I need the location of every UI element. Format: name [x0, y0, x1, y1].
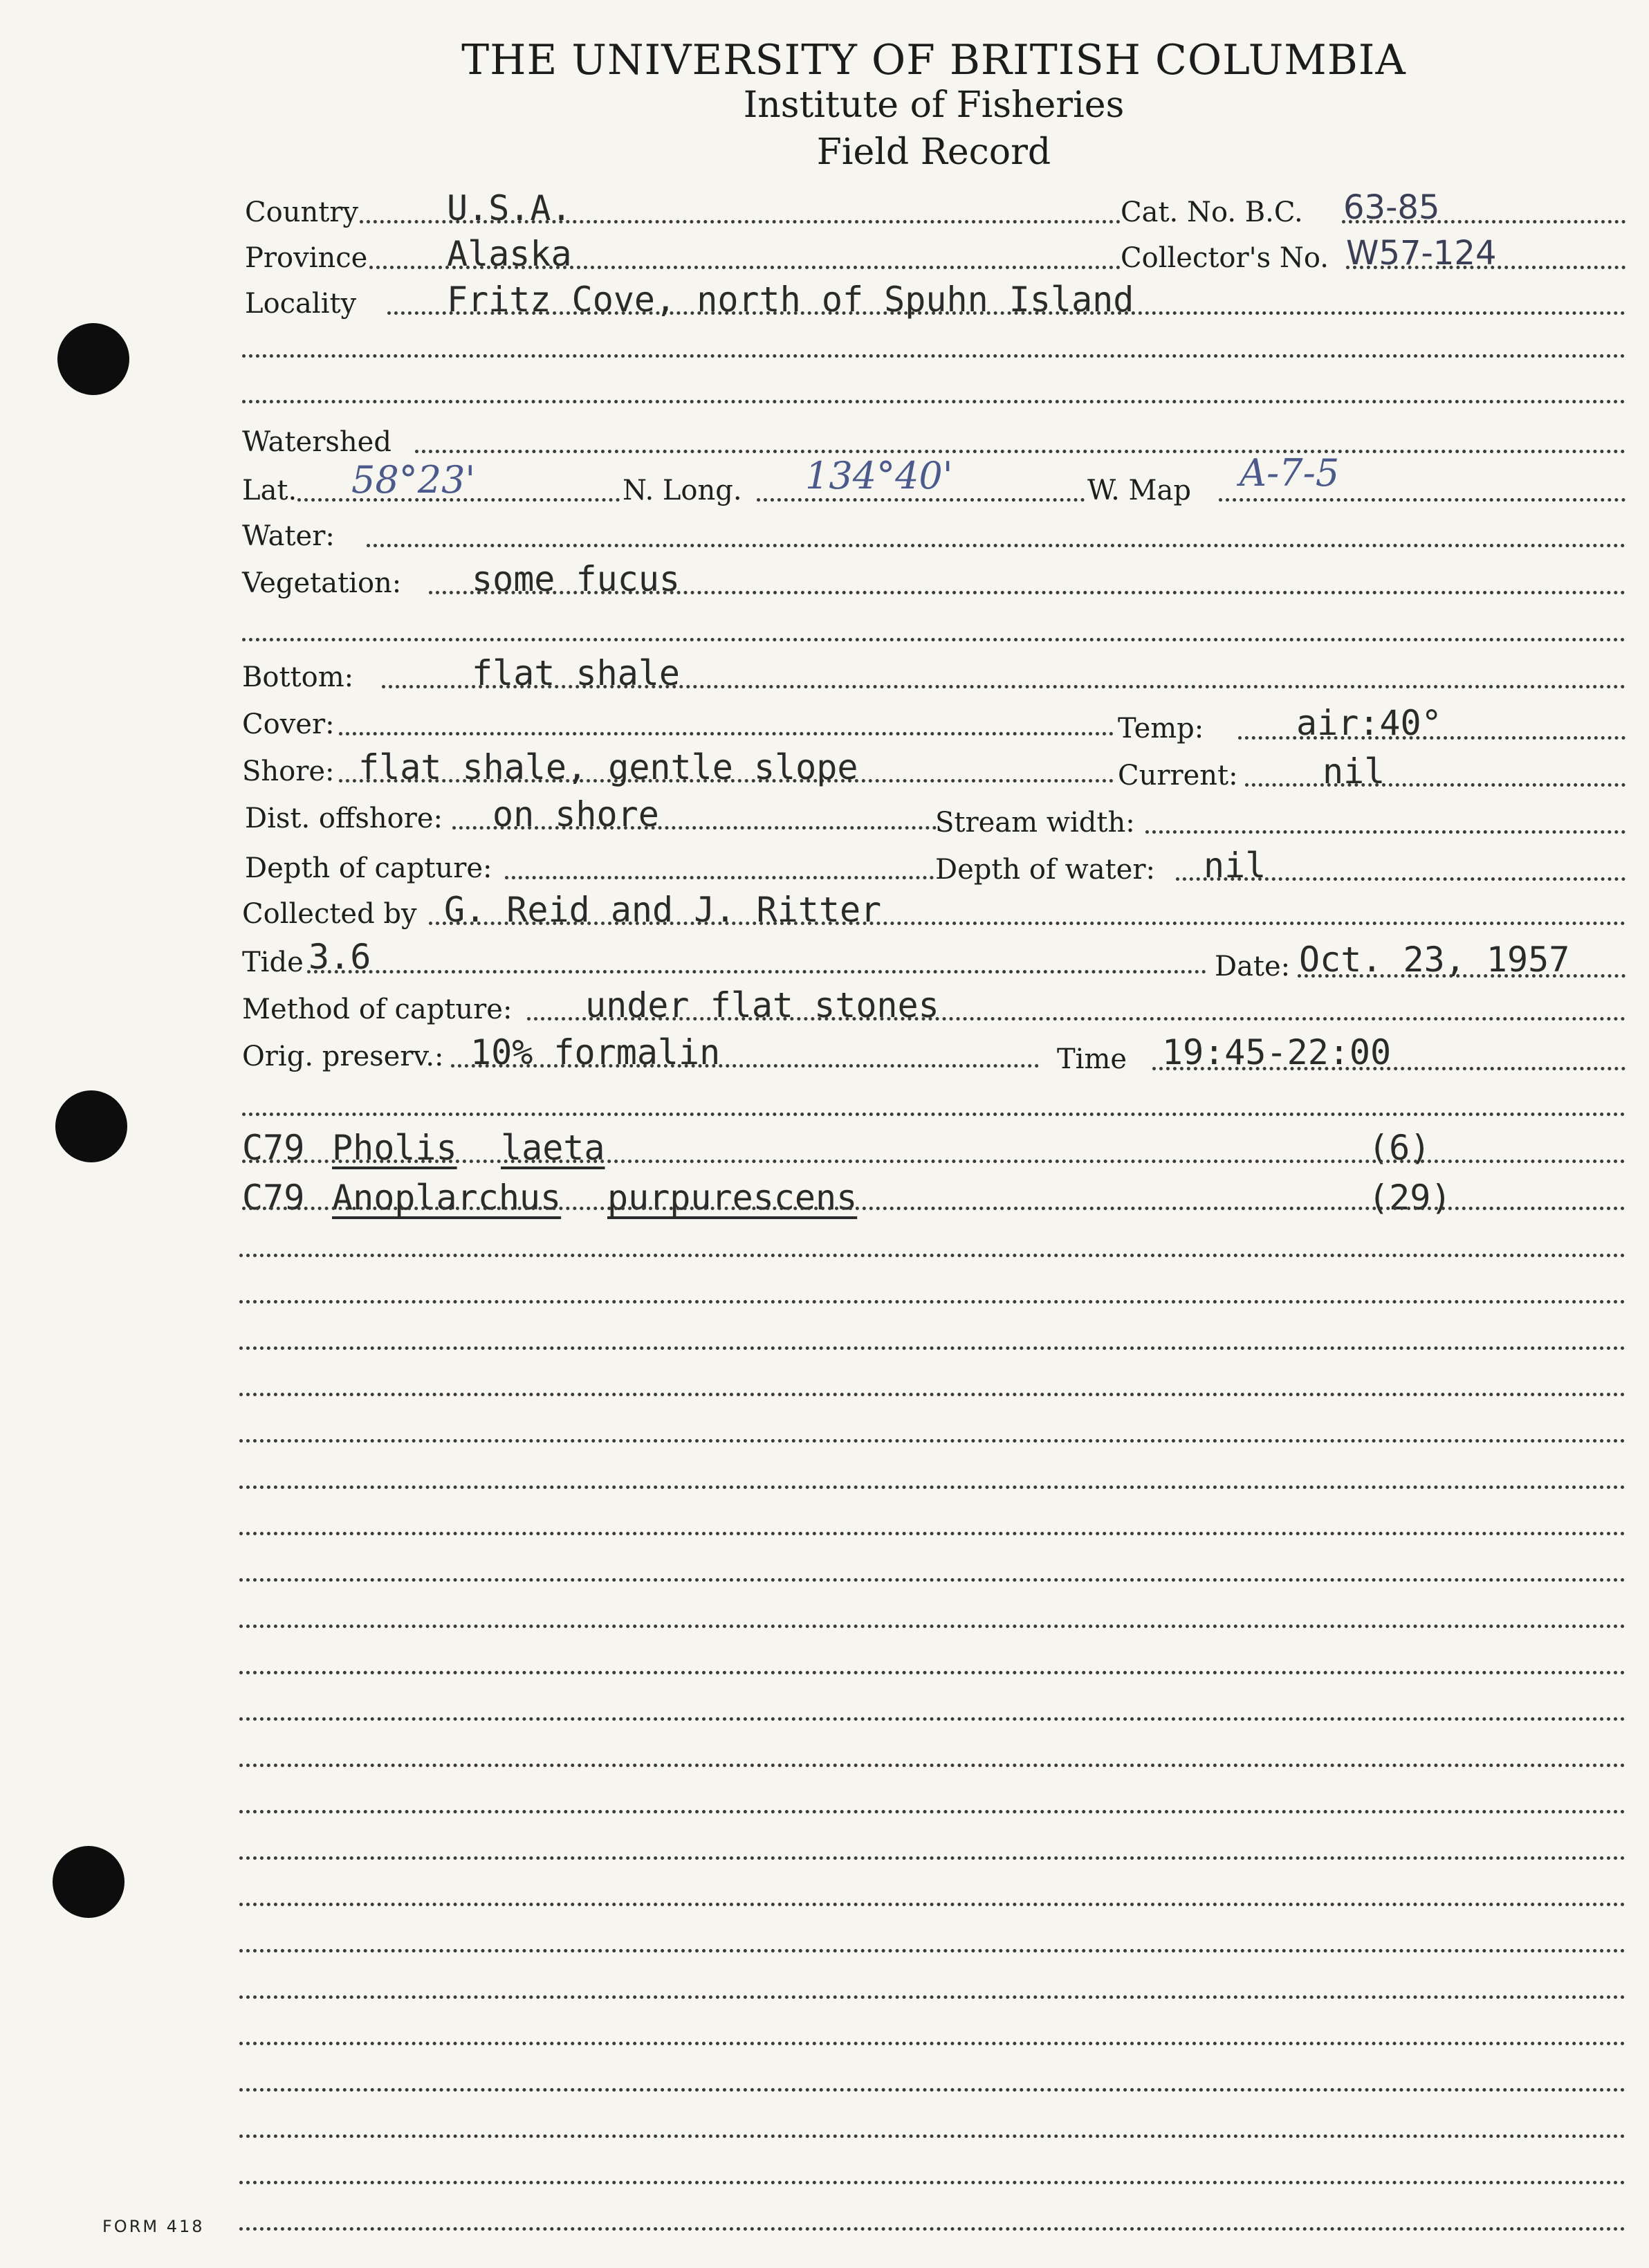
ruled-line: [239, 1625, 1625, 1628]
cat-no-label: Cat. No. B.C.: [1121, 196, 1303, 228]
ruled-line: [239, 1995, 1625, 1999]
watershed-label: Watershed: [242, 426, 391, 458]
ruled-line: [239, 1764, 1625, 1767]
method-value: under flat stones: [585, 985, 939, 1025]
specimen-count: (6): [1368, 1128, 1431, 1168]
lat-label: Lat.: [242, 475, 297, 506]
ruled-line: [242, 1207, 1625, 1210]
depth-water-value: nil: [1204, 845, 1266, 886]
specimen-count: (29): [1368, 1178, 1452, 1218]
cat-no-value: 63-85: [1343, 188, 1440, 227]
institute-title: Institute of Fisheries: [743, 84, 1125, 126]
collector-no-label: Collector's No.: [1121, 242, 1329, 274]
ruled-line: [239, 2181, 1625, 2184]
ruled-line: [239, 1254, 1625, 1257]
long-label: N. Long.: [623, 475, 742, 506]
ruled-line: [239, 1903, 1625, 1906]
ruled-line: [239, 1300, 1625, 1304]
dist-offshore-label: Dist. offshore:: [245, 803, 443, 834]
ruled-line: [239, 1949, 1625, 1953]
binder-hole: [57, 323, 129, 395]
lat-value: 58°23': [351, 458, 476, 502]
specimen-species: purpurescens: [607, 1178, 858, 1218]
current-value: nil: [1323, 751, 1385, 792]
long-value: 134°40': [805, 454, 953, 497]
specimen-code: C79: [242, 1128, 305, 1168]
long-line: [757, 498, 1085, 502]
specimen-genus: Pholis: [332, 1128, 457, 1168]
bottom-label: Bottom:: [242, 661, 354, 693]
temp-value: air:40°: [1296, 703, 1442, 743]
temp-label: Temp:: [1118, 713, 1204, 744]
country-label: Country: [245, 196, 359, 228]
ruled-line: [239, 1485, 1625, 1489]
depth-capture-line: [505, 876, 934, 879]
binder-hole: [55, 1090, 127, 1162]
ruled-line: [239, 2088, 1625, 2092]
ruled-line: [239, 2134, 1625, 2138]
date-label: Date:: [1215, 951, 1291, 982]
ruled-line: [239, 1393, 1625, 1396]
ruled-line: [239, 1578, 1625, 1582]
stream-width-label: Stream width:: [935, 807, 1135, 839]
locality-extra-line: [242, 354, 1625, 358]
specimen-species: laeta: [501, 1128, 605, 1168]
vegetation-extra-line: [242, 638, 1625, 641]
collected-by-label: Collected by: [242, 898, 417, 930]
country-value: U.S.A.: [447, 188, 572, 228]
ruled-line: [239, 2042, 1625, 2045]
ruled-line: [239, 1439, 1625, 1443]
orig-preserv-label: Orig. preserv.:: [242, 1041, 444, 1072]
w-map-value: A-7-5: [1240, 451, 1340, 495]
w-map-line: [1219, 498, 1625, 502]
ruled-line: [239, 1810, 1625, 1813]
current-line: [1245, 783, 1625, 787]
form-title: Field Record: [816, 131, 1051, 173]
current-label: Current:: [1118, 760, 1238, 792]
tide-value: 3.6: [308, 937, 371, 977]
vegetation-value: some fucus: [472, 559, 681, 599]
binder-hole: [53, 1846, 125, 1918]
time-value: 19:45-22:00: [1162, 1032, 1392, 1072]
ruled-line: [242, 1160, 1625, 1163]
cover-line: [339, 732, 1114, 735]
ruled-line: [239, 1856, 1625, 1860]
form-number: FORM 418: [102, 2217, 205, 2236]
ruled-line: [239, 1717, 1625, 1721]
tide-label: Tide: [242, 946, 304, 978]
method-label: Method of capture:: [242, 994, 513, 1025]
ruled-line: [239, 1346, 1625, 1350]
water-line: [367, 544, 1625, 547]
specimen-code: C79: [242, 1178, 305, 1218]
university-title: THE UNIVERSITY OF BRITISH COLUMBIA: [461, 36, 1406, 84]
tide-line: [307, 970, 1206, 973]
water-label: Water:: [242, 520, 335, 552]
province-label: Province: [245, 242, 368, 274]
time-label: Time: [1057, 1043, 1127, 1075]
specimen-genus: Anoplarchus: [332, 1178, 562, 1218]
depth-capture-label: Depth of capture:: [245, 852, 492, 884]
ruled-line: [239, 1532, 1625, 1535]
locality-extra-line: [242, 400, 1625, 403]
locality-value: Fritz Cove, north of Spuhn Island: [447, 280, 1134, 320]
collected-by-value: G. Reid and J. Ritter: [444, 890, 882, 930]
orig-preserv-value: 10% formalin: [470, 1032, 721, 1072]
locality-label: Locality: [245, 288, 357, 320]
shore-label: Shore:: [242, 756, 335, 787]
collector-no-value: W57-124: [1346, 234, 1497, 273]
bottom-value: flat shale: [472, 653, 681, 693]
province-value: Alaska: [447, 234, 572, 274]
ruled-line: [239, 2227, 1625, 2231]
vegetation-label: Vegetation:: [242, 567, 402, 599]
cover-label: Cover:: [242, 708, 335, 740]
shore-value: flat shale, gentle slope: [358, 747, 858, 787]
dist-offshore-value: on shore: [492, 794, 659, 834]
date-value: Oct. 23, 1957: [1299, 940, 1570, 980]
stream-width-line: [1145, 830, 1625, 834]
w-map-label: W. Map: [1087, 475, 1191, 506]
ruled-line: [239, 1671, 1625, 1674]
watershed-line: [415, 450, 1625, 453]
depth-water-label: Depth of water:: [935, 854, 1155, 886]
ruled-line: [242, 1113, 1625, 1116]
